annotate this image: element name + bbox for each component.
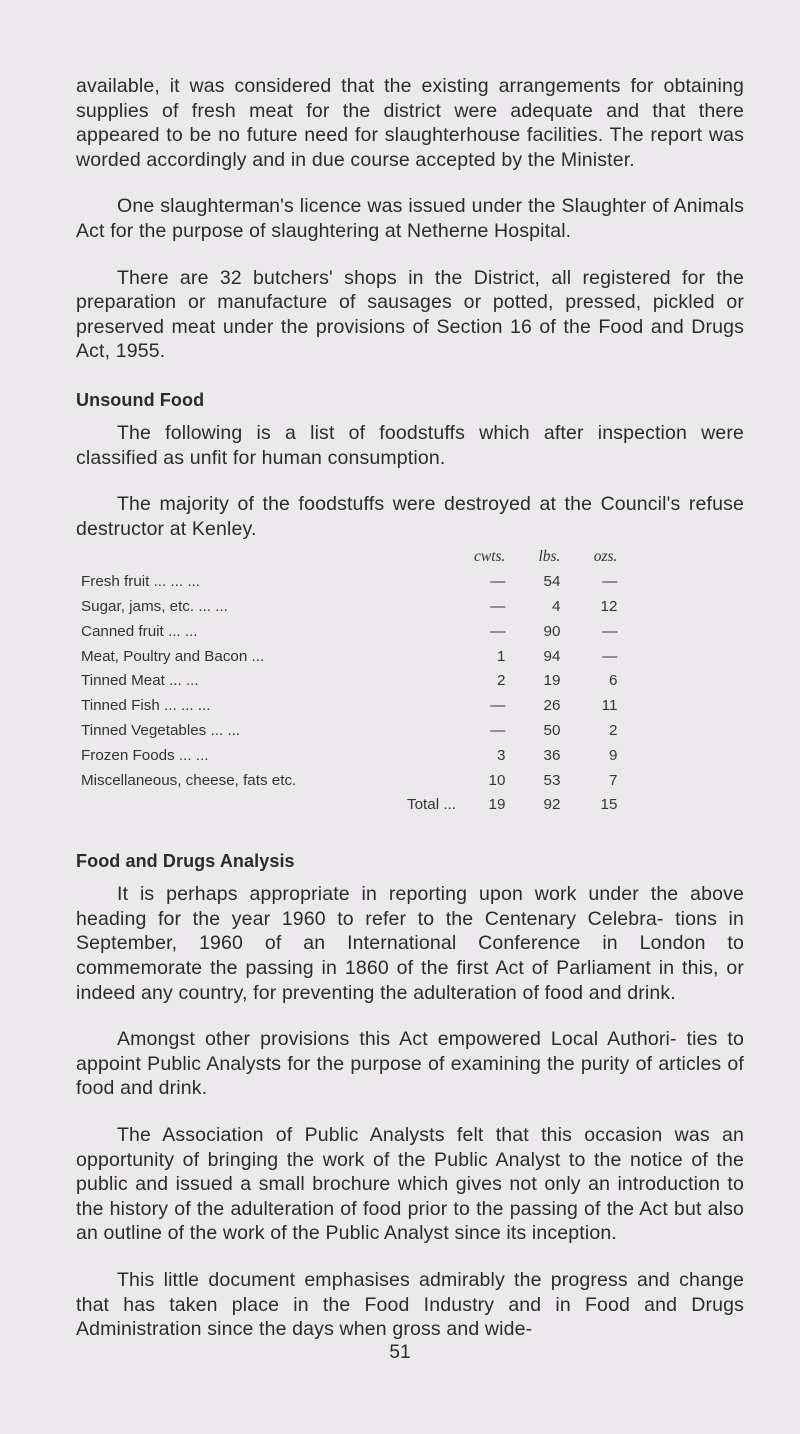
paragraph: The Association of Public Analysts felt that this occasion was an opportunity of bringing the work of the Public Analyst to the notice of the public and issued a small brochure which gives not only an introduction to the history of the adulteration of food prior to the passing of the Act but also an outline of the work of the Public Analyst since its inception. [76,1124,744,1245]
section-heading-unsound-food: Unsound Food [76,389,205,410]
cwts-cell: — [490,622,506,640]
food-item [81,743,474,768]
food-item [81,569,474,594]
table-row [81,768,617,793]
cwts-cell: — [490,697,506,715]
paragraph: It is perhaps appropriate in reporting upon work under the above heading for the year 1960 to refer to the Centenary Celebra- tions in September, 1960 of an International Conference in London to commemorate the passing in 1860 of the first Act of Parliament in this, or indeed any country, for preventing the adulteration of food and drink. [76,883,744,1004]
food-item [81,718,474,743]
lbs-cell: 4 [551,598,561,615]
paragraph: This little document emphasises admirably the progress and change that has taken place in the Food Industry and in Food and Drugs Administration since the days when gross and wide- [76,1269,744,1341]
total-lbs-cell: 92 [543,796,561,814]
food-item [81,693,474,718]
food-item-label: Canned fruit [81,622,164,640]
dot-leader: ... ... ... [159,697,211,715]
lbs-cell: 26 [543,697,561,715]
food-item-label: Miscellaneous, cheese, fats etc. [81,771,297,789]
table-header-row [81,545,617,569]
page-content [76,74,744,1364]
total-cwts-cell: 19 [488,796,506,814]
total-label-cell [81,792,474,817]
cwts-cell: — [490,598,506,615]
dot-leader: ... [247,647,265,665]
cwts-cell: 10 [488,771,506,789]
total-ozs-cell: 15 [600,796,618,814]
column-header-item [81,545,474,569]
dot-leader: ... ... ... [149,573,200,591]
ozs-cell: — [602,622,618,640]
paragraph: One slaughterman's licence was issued under the Slaughter of Animals Act for the purpose of slaughtering at Netherne Hospital. [76,195,744,242]
table-row [81,718,617,743]
unsound-food-table [81,545,617,817]
food-item [81,768,474,793]
cwts-cell: 1 [496,647,506,665]
lbs-cell: 36 [543,746,561,764]
food-item [81,594,474,619]
food-item-label: Fresh fruit [81,573,150,591]
paragraph: The following is a list of foodstuffs which after inspection were classified as unfit for human consumption. [76,421,744,469]
ozs-cell: 9 [608,746,618,764]
food-item-label: Frozen Foods [81,746,175,764]
paragraph: There are 32 butchers' shops in the District, all registered for the preparation or manufacture of sausages or potted, pressed, pickled or preserved meat under the provisions of Section 16 of the Food and Drugs Act, 1955. [76,266,744,363]
dot-leader: ... ... [163,622,198,640]
table-row [81,743,617,768]
lbs-cell: 54 [543,573,561,591]
food-item-label: Tinned Meat [81,672,165,690]
table-row [81,619,617,644]
paragraph: available, it was considered that the existing arrangements for obtaining supplies of fresh meat for the district were adequate and that there appeared to be no future need for slaughterhouse facilities. The report was worded accordingly and in due course accepted by the Minister. [76,75,744,171]
section-heading-food-and-drugs-analysis: Food and Drugs Analysis [76,851,295,872]
dot-leader: ... ... [164,672,199,690]
ozs-cell: 11 [601,697,618,715]
food-item-label: Meat, Poultry and Bacon [81,647,248,665]
cwts-cell: — [490,721,506,739]
paragraph: The majority of the foodstuffs were destroyed at the Council's refuse destructor at Kenley. [76,493,744,540]
column-header-lbs: lbs. [538,548,561,566]
ozs-cell: — [602,573,618,591]
food-item-label: Tinned Fish [81,697,160,715]
total-label: Total [407,796,440,814]
page-number: 51 [389,1342,411,1363]
dot-leader: ... ... [174,746,209,764]
table-row [81,669,617,694]
lbs-cell: 94 [543,647,561,665]
food-item [81,619,474,644]
food-item-label: Sugar, jams, etc. [81,598,195,615]
cwts-cell: 2 [496,672,506,690]
dot-leader: ... [439,796,456,814]
column-header-cwts: cwts. [474,548,506,566]
dot-leader: ... ... [194,598,228,615]
ozs-cell: — [602,647,618,665]
table-total-row [81,792,617,817]
paragraph: Amongst other provisions this Act empowered Local Authori- ties to appoint Public Analysts for the purpose of examining the purity of articles of food and drink. [76,1028,744,1100]
column-header-ozs: ozs. [593,548,618,566]
cwts-cell: 3 [496,746,506,764]
table-row [81,644,617,669]
ozs-cell: 6 [608,672,618,690]
table-row [81,594,617,619]
food-item-label: Tinned Vegetables [81,721,207,739]
lbs-cell: 50 [543,721,561,739]
lbs-cell: 53 [543,771,561,789]
ozs-cell: 7 [608,771,618,789]
food-item [81,669,474,694]
ozs-cell: 12 [600,598,618,615]
lbs-cell: 90 [543,622,561,640]
ozs-cell: 2 [608,721,618,739]
lbs-cell: 19 [543,672,561,690]
dot-leader: ... ... [206,721,241,739]
cwts-cell: — [490,573,506,591]
table-row [81,693,617,718]
table-row [81,569,617,594]
food-item [81,644,474,669]
